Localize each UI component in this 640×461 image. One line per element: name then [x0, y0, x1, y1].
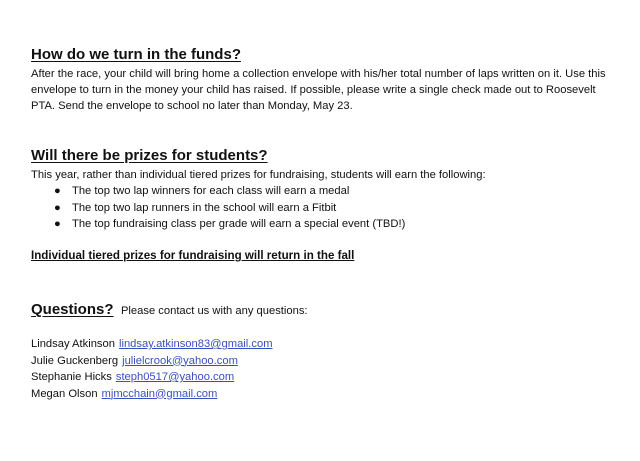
prize-item-text: The top fundraising class per grade will earn a special event (TBD!) — [72, 218, 406, 230]
questions-heading: Questions? — [31, 301, 114, 318]
contact-email-link[interactable]: julielcrook@yahoo.com — [122, 354, 238, 367]
contact-email-link[interactable]: steph0517@yahoo.com — [115, 371, 235, 383]
list-item — [31, 216, 405, 233]
contact-name: Stephanie Hicks — [31, 371, 112, 383]
questions-text: Please contact us with any questions: — [120, 305, 308, 317]
contact-row — [31, 336, 273, 353]
funds-heading: How do we turn in the funds? — [31, 46, 241, 63]
prize-item-text: The top two lap runners in the school will earn a Fitbit — [72, 201, 337, 214]
funds-paragraph: After the race, your child will bring home a collection envelope with his/her total number of laps written on it. Use this envelope to turn in the money your child has raised. If possible, please write a single check made out to Roosevelt PTA. Send the envelope to school no later than Monday, May 23. — [31, 68, 606, 112]
contact-row — [31, 386, 273, 403]
contact-name: Megan Olson — [31, 387, 98, 400]
prizes-note: Individual tiered prizes for fundraising will return in the fall — [31, 249, 355, 262]
list-item — [31, 200, 405, 217]
prize-item-text: The top two lap winners for each class will earn a medal — [72, 185, 350, 197]
prizes-heading: Will there be prizes for students? — [31, 147, 268, 164]
contact-name: Lindsay Atkinson — [31, 338, 115, 350]
contact-email-link[interactable]: mjmcchain@gmail.com — [101, 387, 218, 400]
contact-name: Julie Guckenberg — [31, 354, 119, 367]
bullet-icon: ● — [54, 218, 61, 230]
prizes-intro: This year, rather than individual tiered prizes for fundraising, students will earn the following: — [31, 169, 486, 181]
bullet-icon: ● — [54, 201, 61, 214]
bullet-icon: ● — [54, 185, 61, 197]
list-item — [31, 183, 405, 200]
contact-email-link[interactable]: lindsay.atkinson83@gmail.com — [118, 338, 273, 350]
contact-row — [31, 353, 273, 370]
contact-row — [31, 369, 273, 386]
contact-list — [31, 336, 273, 402]
prizes-list — [31, 183, 405, 233]
questions-line — [31, 301, 308, 319]
